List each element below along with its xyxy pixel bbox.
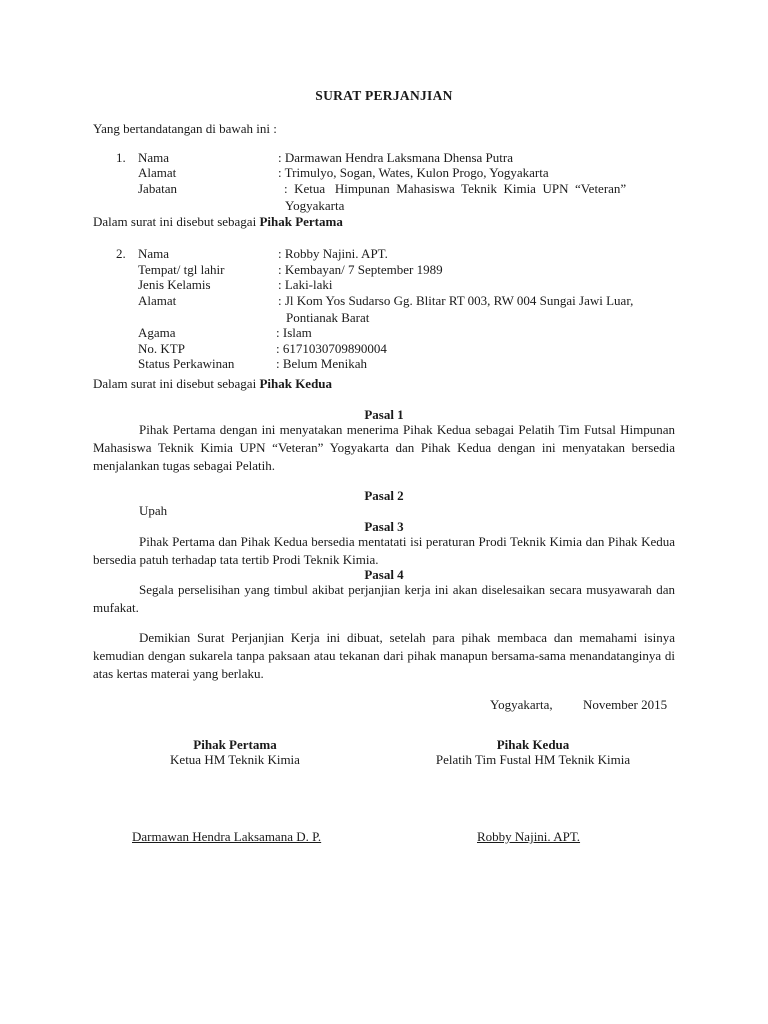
party2-number: 2. bbox=[116, 246, 126, 261]
pasal3-text bbox=[93, 533, 675, 569]
party2-name-label: Nama bbox=[138, 246, 170, 261]
party1-position-value: : Ketua Himpunan Mahasiswa Teknik Kimia UPN “Veteran” bbox=[284, 181, 627, 196]
closing-text bbox=[93, 629, 675, 683]
party1-name-label: Nama bbox=[138, 150, 170, 165]
party1-number: 1. bbox=[116, 150, 126, 165]
party2-religion-label: Agama bbox=[138, 325, 176, 340]
party2-note bbox=[93, 376, 332, 391]
pasal2-heading: Pasal 2 bbox=[364, 488, 404, 503]
pasal3-heading: Pasal 3 bbox=[364, 519, 404, 534]
sign2-position: Pelatih Tim Fustal HM Teknik Kimia bbox=[435, 752, 631, 767]
party2-address-value: : Jl Kom Yos Sudarso Gg. Blitar RT 003, RW 004 Sungai Jawi Luar, bbox=[278, 293, 634, 308]
pasal4-text bbox=[93, 581, 675, 617]
sign2-role: Pihak Kedua bbox=[496, 737, 570, 752]
document-title: SURAT PERJANJIAN bbox=[315, 88, 453, 103]
party2-note-prefix: Dalam surat ini disebut sebagai bbox=[93, 376, 260, 391]
sign1-role: Pihak Pertama bbox=[193, 737, 277, 752]
pasal1-paragraph: Pihak Pertama dengan ini menyatakan menerima Pihak Kedua sebagai Pelatih Tim Futsal Himpunan Mahasiswa Teknik Kimia UPN “Veteran” Yogyakarta dan Pihak Kedua dengan ini menyatakan bersedia menjalankan tugas sebagai Pelatih. bbox=[93, 422, 675, 473]
sign2-name: Robby Najini. APT. bbox=[477, 829, 581, 844]
party2-address-value-cont: Pontianak Barat bbox=[286, 310, 370, 325]
pasal1-heading: Pasal 1 bbox=[364, 407, 404, 422]
pasal1-text bbox=[93, 421, 675, 475]
party2-marital-value: : Belum Menikah bbox=[276, 356, 367, 371]
party2-birth-label: Tempat/ tgl lahir bbox=[138, 262, 225, 277]
party1-note-prefix: Dalam surat ini disebut sebagai bbox=[93, 214, 260, 229]
party2-ktp-label: No. KTP bbox=[138, 341, 185, 356]
party2-birth-value: : Kembayan/ 7 September 1989 bbox=[278, 262, 443, 277]
party1-address-value: : Trimulyo, Sogan, Wates, Kulon Progo, Yogyakarta bbox=[278, 165, 549, 180]
sign1-position: Ketua HM Teknik Kimia bbox=[170, 752, 300, 767]
party1-position-label: Jabatan bbox=[138, 181, 177, 196]
party2-religion-value: : Islam bbox=[276, 325, 312, 340]
party1-position-value-cont: Yogyakarta bbox=[285, 198, 345, 213]
sign-place: Yogyakarta, bbox=[490, 697, 553, 712]
party1-note-role: Pihak Pertama bbox=[259, 214, 343, 229]
party2-gender-label: Jenis Kelamis bbox=[138, 277, 211, 292]
intro-text: Yang bertandatangan di bawah ini : bbox=[93, 121, 277, 136]
party2-gender-value: : Laki-laki bbox=[278, 277, 333, 292]
party2-note-role: Pihak Kedua bbox=[259, 376, 333, 391]
closing-paragraph: Demikian Surat Perjanjian Kerja ini dibuat, setelah para pihak membaca dan memahami isinya kemudian dengan sukarela tanpa paksaan atau tekanan dari pihak manapun bersama-sama menandatanginya di atas kertas materai yang berlaku. bbox=[93, 630, 675, 681]
party2-ktp-value: : 6171030709890004 bbox=[276, 341, 387, 356]
sign-date: November 2015 bbox=[583, 697, 668, 712]
pasal4-paragraph: Segala perselisihan yang timbul akibat perjanjian kerja ini akan diselesaikan secara musyawarah dan mufakat. bbox=[93, 582, 675, 615]
party1-note bbox=[93, 214, 343, 229]
pasal3-paragraph: Pihak Pertama dan Pihak Kedua bersedia mentatati isi peraturan Prodi Teknik Kimia dan Pihak Kedua bersedia patuh terhadap tata tertib Prodi Teknik Kimia. bbox=[93, 534, 675, 567]
sign1-name: Darmawan Hendra Laksamana D. P. bbox=[132, 829, 322, 844]
party2-marital-label: Status Perkawinan bbox=[138, 356, 235, 371]
party1-address-label: Alamat bbox=[138, 165, 177, 180]
party1-name-value: : Darmawan Hendra Laksmana Dhensa Putra bbox=[278, 150, 513, 165]
party2-address-label: Alamat bbox=[138, 293, 177, 308]
pasal4-heading: Pasal 4 bbox=[364, 567, 404, 582]
pasal2-text: Upah bbox=[139, 503, 168, 518]
party2-name-value: : Robby Najini. APT. bbox=[278, 246, 388, 261]
